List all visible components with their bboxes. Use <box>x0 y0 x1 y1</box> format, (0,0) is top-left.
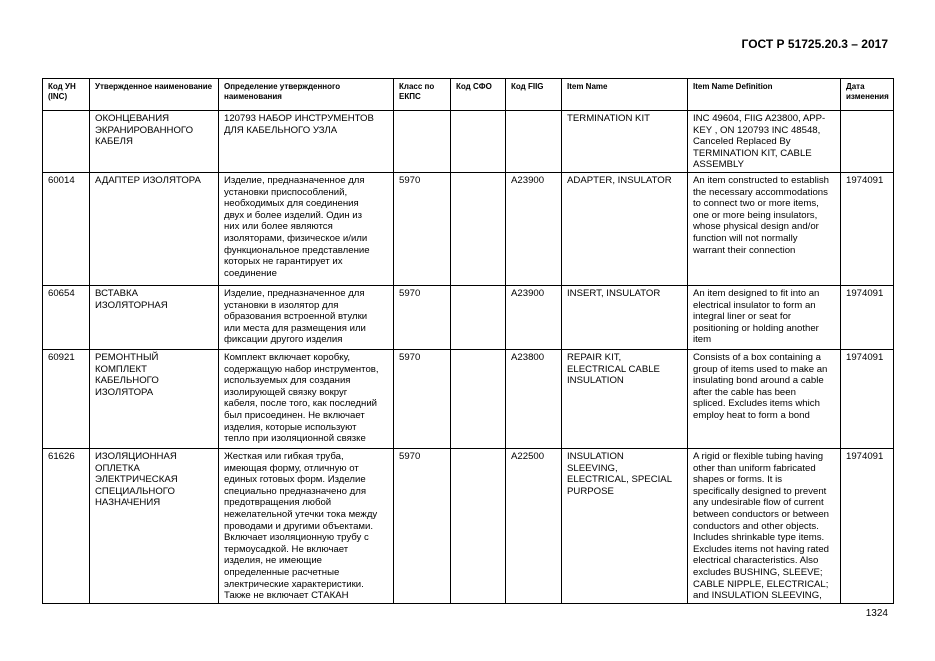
cell-date: 1974091 <box>841 285 894 349</box>
cell-definition: 120793 НАБОР ИНСТРУМЕНТОВ ДЛЯ КАБЕЛЬНОГО УЗЛА <box>219 111 394 173</box>
cell-item-name: ADAPTER, INSULATOR <box>562 172 688 285</box>
cell-code: 60654 <box>43 285 90 349</box>
table-row <box>43 448 894 603</box>
cell-sfo <box>451 111 506 173</box>
column-header-date: Дата изменения <box>841 79 894 111</box>
cell-name: ВСТАВКА ИЗОЛЯТОРНАЯ <box>90 285 219 349</box>
cell-fiig: A23900 <box>506 285 562 349</box>
cell-ekps <box>394 111 451 173</box>
cell-date: 1974091 <box>841 349 894 448</box>
cell-name: ИЗОЛЯЦИОННАЯ ОПЛЕТКА ЭЛЕКТРИЧЕСКАЯ СПЕЦИАЛЬНОГО НАЗНАЧЕНИЯ <box>90 448 219 603</box>
table-row <box>43 349 894 448</box>
cell-item-definition: An item constructed to establish the necessary accommodations to connect two or more items, one or more being insulators, whose physical design and/or function will not normally warrant their connection <box>688 172 841 285</box>
cell-sfo <box>451 172 506 285</box>
cell-item-definition: An item designed to fit into an electrical insulator to form an integral liner or seat for positioning or holding another item <box>688 285 841 349</box>
column-header-ekps: Класс по ЕКПС <box>394 79 451 111</box>
column-header-item-name: Item Name <box>562 79 688 111</box>
column-header-definition: Определение утвержденного наименования <box>219 79 394 111</box>
cell-item-definition: A rigid or flexible tubing having other than uniform fabricated shapes or forms. It is specifically designed to prevent any undesirable flow of current between conductors or between conductors and other objects. Includes shrinkable type items. Excludes items not having rated electrical characteristics. Also excludes BUSHING, SLEEVE; CABLE NIPPLE, ELECTRICAL; and INSULATION SLEEVING, <box>688 448 841 603</box>
cell-code <box>43 111 90 173</box>
cell-date <box>841 111 894 173</box>
cell-item-definition: Consists of a box containing a group of items used to make an insulating bond around a cable after the cable has been spliced. Excludes items which employ heat to form a bond <box>688 349 841 448</box>
table-row <box>43 285 894 349</box>
cell-date: 1974091 <box>841 448 894 603</box>
cell-name: ОКОНЦЕВАНИЯ ЭКРАНИРОВАННОГО КАБЕЛЯ <box>90 111 219 173</box>
cell-name: РЕМОНТНЫЙ КОМПЛЕКТ КАБЕЛЬНОГО ИЗОЛЯТОРА <box>90 349 219 448</box>
cell-fiig: A23900 <box>506 172 562 285</box>
cell-fiig: A23800 <box>506 349 562 448</box>
cell-definition: Изделие, предназначенное для установки в изолятор для образования встроенной втулки или места для размещения или фиксации другого изделия <box>219 285 394 349</box>
cell-name: АДАПТЕР ИЗОЛЯТОРА <box>90 172 219 285</box>
cell-ekps: 5970 <box>394 285 451 349</box>
cell-ekps: 5970 <box>394 448 451 603</box>
cell-item-definition: INC 49604, FIIG A23800, APP- KEY , ON 120793 INC 48548, Canceled Replaced By TERMINATION KIT, CABLE ASSEMBLY <box>688 111 841 173</box>
table-header-row <box>43 79 894 111</box>
column-header-item-definition: Item Name Definition <box>688 79 841 111</box>
cell-code: 60921 <box>43 349 90 448</box>
column-header-name: Утвержденное наименование <box>90 79 219 111</box>
cell-code: 61626 <box>43 448 90 603</box>
cell-item-name: REPAIR KIT, ELECTRICAL CABLE INSULATION <box>562 349 688 448</box>
column-header-code: Код УН (INC) <box>43 79 90 111</box>
cell-date: 1974091 <box>841 172 894 285</box>
cell-item-name: INSULATION SLEEVING, ELECTRICAL, SPECIAL PURPOSE <box>562 448 688 603</box>
cell-item-name: TERMINATION KIT <box>562 111 688 173</box>
column-header-sfo: Код СФО <box>451 79 506 111</box>
cell-sfo <box>451 349 506 448</box>
table-row <box>43 111 894 173</box>
cell-item-name: INSERT, INSULATOR <box>562 285 688 349</box>
cell-sfo <box>451 285 506 349</box>
cell-sfo <box>451 448 506 603</box>
cell-definition: Жесткая или гибкая труба, имеющая форму, отличную от единых готовых форм. Изделие специально предназначено для предотвращения любой нежелательной утечки тока между проводами и другими объектами. Включает изоляционную трубу с термоусадкой. Не включает изделия, не имеющие определенные расчетные электрические характеристики. Также не включает СТАКАН <box>219 448 394 603</box>
cell-fiig <box>506 111 562 173</box>
document-title: ГОСТ Р 51725.20.3 – 2017 <box>741 37 888 51</box>
cell-code: 60014 <box>43 172 90 285</box>
page-number: 1324 <box>865 608 888 619</box>
table-row <box>43 172 894 285</box>
classifier-table <box>42 78 894 604</box>
column-header-fiig: Код FIIG <box>506 79 562 111</box>
cell-fiig: A22500 <box>506 448 562 603</box>
cell-definition: Комплект включает коробку, содержащую набор инструментов, используемых для создания изолирующей связку вокруг кабеля, после того, как последний был присоединен. Не включает изделия, которые используют тепло при изоляционной связке <box>219 349 394 448</box>
cell-definition: Изделие, предназначенное для установки приспособлений, необходимых для соединения двух и более изделий. Один из них или более являются изоляторами, физическое и/или функциональное представление которых не гарантирует их соединение <box>219 172 394 285</box>
cell-ekps: 5970 <box>394 172 451 285</box>
cell-ekps: 5970 <box>394 349 451 448</box>
